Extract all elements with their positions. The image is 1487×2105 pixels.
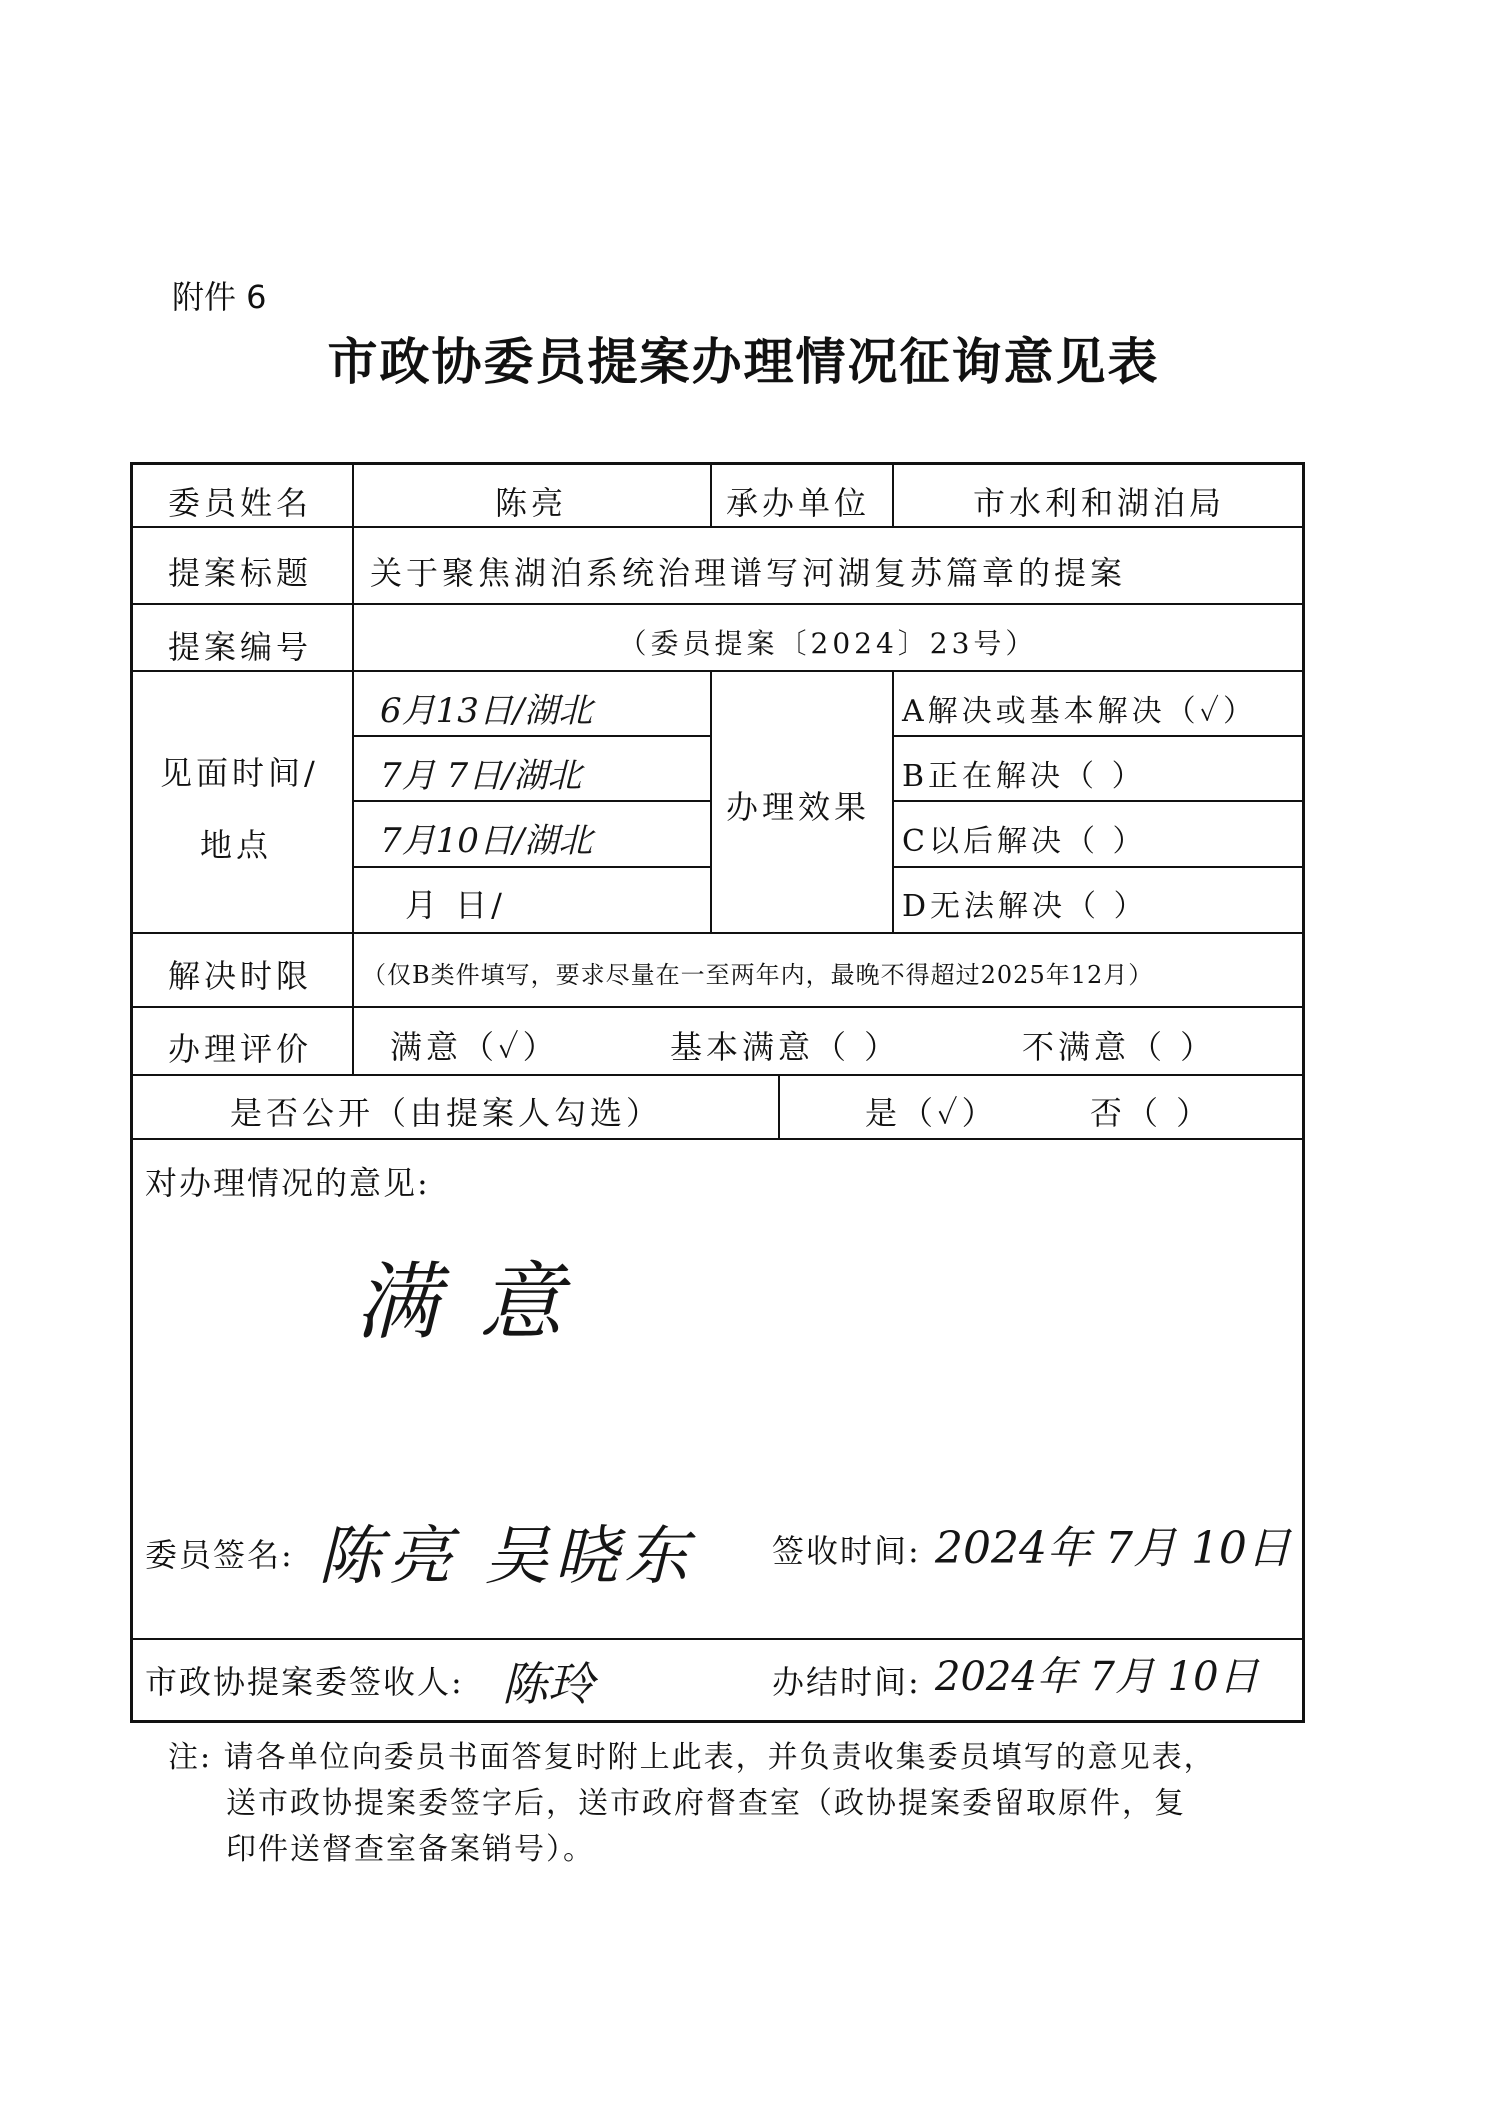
committee-receiver-value: 陈玲: [502, 1657, 594, 1711]
deadline-label: 解决时限: [168, 957, 313, 995]
public-no: 否（ ）: [1090, 1094, 1213, 1132]
meeting-entry: 6月13日/湖北: [380, 691, 593, 731]
member-name-value: 陈亮: [494, 484, 567, 522]
effect-option-a: A解决或基本解决（✓）: [902, 694, 1258, 729]
footer-note: [168, 1735, 1298, 1873]
proposal-number-label: 提案编号: [168, 628, 313, 666]
effect-option-b: B正在解决（ ）: [902, 759, 1146, 794]
public-yes: 是（✓）: [865, 1094, 998, 1132]
attachment-label: 附件 6: [172, 278, 267, 316]
deadline-text: （仅B类件填写，要求尽量在一至两年内，最晚不得超过2025年12月）: [362, 961, 1154, 989]
meeting-label-line1: 见面时间/: [160, 754, 319, 792]
receive-time-value: 2024年 7月 10日: [935, 1523, 1291, 1574]
proposal-title-label: 提案标题: [168, 554, 313, 592]
opinion-handwritten: 满意: [355, 1253, 604, 1351]
proposal-title-value: 关于聚焦湖泊系统治理谱写河湖复苏篇章的提案: [370, 554, 1127, 592]
handling-unit-value: 市水利和湖泊局: [972, 484, 1225, 522]
receive-time-label: 签收时间:: [772, 1532, 921, 1570]
note-line: 送市政协提案委签字后，送市政府督查室（政协提案委留取原件，复: [226, 1786, 1186, 1821]
page-title: 市政协委员提案办理情况征询意见表: [327, 332, 1160, 391]
signature-label: 委员签名:: [145, 1536, 294, 1574]
meeting-entry: 7月10日/湖北: [380, 821, 593, 861]
handling-unit-label: 承办单位: [726, 484, 871, 522]
evaluation-satisfied: 满意（✓）: [390, 1028, 559, 1066]
close-time-label: 办结时间:: [772, 1663, 921, 1701]
committee-receiver-label: 市政协提案委签收人:: [145, 1663, 464, 1701]
member-name-label: 委员姓名: [168, 484, 313, 522]
public-label: 是否公开（由提案人勾选）: [230, 1094, 663, 1132]
note-line: 印件送督查室备案销号）。: [226, 1832, 595, 1867]
opinion-label: 对办理情况的意见:: [145, 1164, 430, 1202]
effect-option-c: C以后解决（ ）: [902, 824, 1147, 859]
signature-handwritten: 陈亮 吴晓东: [318, 1520, 695, 1594]
evaluation-basic: 基本满意（ ）: [670, 1028, 901, 1066]
effect-label: 办理效果: [726, 788, 871, 826]
effect-option-d: D无法解决（ ）: [902, 889, 1148, 924]
evaluation-label: 办理评价: [168, 1030, 313, 1068]
meeting-label-line2: 地点: [200, 826, 273, 864]
note-line: 注: 请各单位向委员书面答复时附上此表，并负责收集委员填写的意见表，: [168, 1740, 1216, 1775]
evaluation-unsatisfied: 不满意（ ）: [1022, 1028, 1217, 1066]
close-time-value: 2024年 7月 10日: [935, 1654, 1259, 1700]
meeting-entry: 7月 7日/湖北: [380, 756, 582, 796]
meeting-entry: 月 日/: [405, 886, 506, 924]
proposal-number-value: （委员提案〔2024〕23号）: [618, 627, 1038, 660]
